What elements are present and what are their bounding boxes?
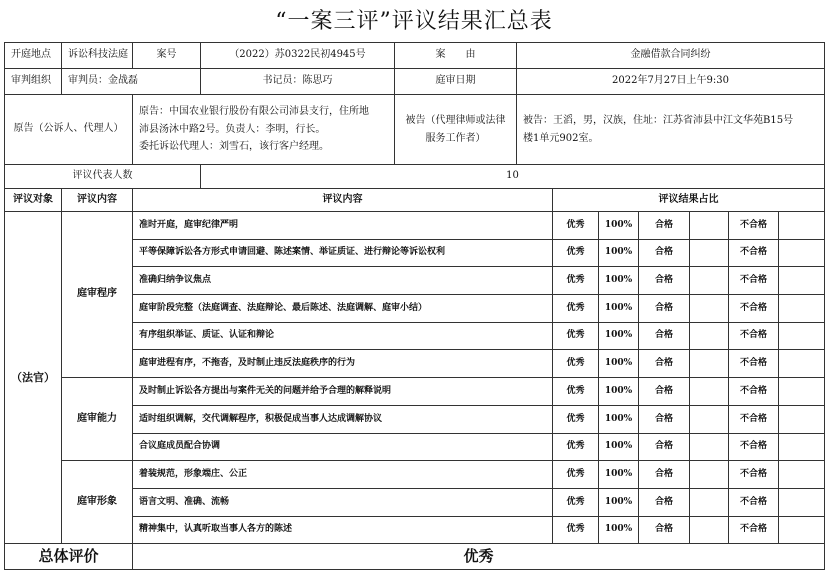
grade-fail-label: 不合格: [729, 212, 779, 240]
category-name: 庭审形象: [62, 461, 133, 544]
grade-pass-label: 合格: [639, 350, 690, 378]
grade-pass-label: 合格: [639, 322, 690, 350]
row-panel-date: [5, 69, 825, 95]
item-text: 适时组织调解，交代调解程序，积极促成当事人达成调解协议: [133, 405, 553, 433]
row-overall: [5, 544, 825, 570]
grade-fail-value: [779, 267, 825, 295]
grade-excellent-label: 优秀: [553, 212, 599, 240]
reviewer-count-label: 评议代表人数: [5, 165, 201, 189]
defendant-line: 楼1单元902室。: [523, 132, 599, 144]
grade-fail-label: 不合格: [729, 488, 779, 516]
grade-pass-value: [690, 433, 729, 461]
grade-pass-label: 合格: [639, 433, 690, 461]
cause-label: 案 由: [395, 43, 517, 69]
item-text: 准时开庭，庭审纪律严明: [133, 212, 553, 240]
grade-pass-label: 合格: [639, 488, 690, 516]
grade-pass-label: 合格: [639, 378, 690, 406]
item-text: 庭审阶段完整（法庭调查、法庭辩论、最后陈述、法庭调解、庭审小结）: [133, 295, 553, 323]
row-parties: [5, 95, 825, 165]
grade-excellent-label: 优秀: [553, 516, 599, 544]
item-text: 平等保障诉讼各方形式申请回避、陈述案情、举证质证、进行辩论等诉讼权利: [133, 239, 553, 267]
row-reviewer-count: [5, 165, 825, 189]
case-number-value: （2022）苏0322民初4945号: [201, 43, 395, 69]
grade-fail-label: 不合格: [729, 433, 779, 461]
grade-pass-value: [690, 488, 729, 516]
grade-excellent-label: 优秀: [553, 322, 599, 350]
defendant-line: 被告：王滔，男，汉族，住址：江苏省沛县中江文华苑B15号: [523, 115, 794, 126]
category-name: 庭审能力: [62, 378, 133, 461]
plaintiff-line: 委托诉讼代理人：刘雪石，该行客户经理。: [139, 141, 329, 153]
grade-excellent-label: 优秀: [553, 239, 599, 267]
court-location-value: 诉讼科技法庭: [62, 43, 133, 69]
evaluation-target: （法官）: [5, 212, 62, 544]
grade-fail-value: [779, 516, 825, 544]
grade-excellent-value: 100%: [599, 295, 639, 323]
case-number-label: 案号: [133, 43, 201, 69]
col-header-category: 评议内容: [62, 189, 133, 212]
grade-pass-value: [690, 295, 729, 323]
grade-fail-label: 不合格: [729, 405, 779, 433]
grade-fail-label: 不合格: [729, 461, 779, 489]
grade-pass-label: 合格: [639, 212, 690, 240]
panel-label: 审判组织: [5, 69, 62, 95]
category-name: 庭审程序: [62, 212, 133, 378]
grade-pass-label: 合格: [639, 267, 690, 295]
grade-excellent-label: 优秀: [553, 378, 599, 406]
plaintiff-line: 原告：中国农业银行股份有限公司沛县支行，住所地: [139, 106, 369, 118]
grade-fail-label: 不合格: [729, 322, 779, 350]
grade-excellent-value: 100%: [599, 350, 639, 378]
col-header-ratio: 评议结果占比: [553, 189, 825, 212]
cause-value: 金融借款合同纠纷: [517, 43, 825, 69]
court-location-label: 开庭地点: [5, 43, 62, 69]
grade-pass-label: 合格: [639, 405, 690, 433]
item-text: 合议庭成员配合协调: [133, 433, 553, 461]
item-text: 有序组织举证、质证、认证和辩论: [133, 322, 553, 350]
overall-label: 总体评价: [5, 544, 133, 570]
grade-fail-label: 不合格: [729, 267, 779, 295]
grade-excellent-value: 100%: [599, 488, 639, 516]
clerk-name: 书记员：陈思巧: [201, 69, 395, 95]
grade-fail-value: [779, 212, 825, 240]
grade-fail-value: [779, 405, 825, 433]
evaluation-row: [5, 461, 825, 489]
grade-excellent-value: 100%: [599, 322, 639, 350]
grade-excellent-value: 100%: [599, 433, 639, 461]
grade-fail-label: 不合格: [729, 350, 779, 378]
plaintiff-line: 沛县汤沐中路2号。负责人：李明，行长。: [139, 123, 326, 135]
evaluation-row: [5, 212, 825, 240]
grade-pass-label: 合格: [639, 239, 690, 267]
row-column-headers: [5, 189, 825, 212]
grade-pass-value: [690, 239, 729, 267]
grade-excellent-value: 100%: [599, 212, 639, 240]
item-text: 精神集中，认真听取当事人各方的陈述: [133, 516, 553, 544]
item-text: 庭审进程有序，不拖沓，及时制止违反法庭秩序的行为: [133, 350, 553, 378]
grade-fail-value: [779, 378, 825, 406]
grade-pass-label: 合格: [639, 295, 690, 323]
judge-name: 审判员：金战磊: [62, 69, 201, 95]
grade-excellent-value: 100%: [599, 516, 639, 544]
grade-excellent-label: 优秀: [553, 267, 599, 295]
trial-date-value: 2022年7月27日上午9:30: [517, 69, 825, 95]
grade-pass-label: 合格: [639, 516, 690, 544]
grade-pass-value: [690, 378, 729, 406]
grade-pass-value: [690, 212, 729, 240]
grade-excellent-label: 优秀: [553, 350, 599, 378]
grade-pass-value: [690, 516, 729, 544]
defendant-info: [517, 95, 825, 165]
evaluation-summary-table: [4, 42, 825, 570]
col-header-target: 评议对象: [5, 189, 62, 212]
page-title: “一案三评”评议结果汇总表: [275, 9, 553, 34]
reviewer-count-value: 10: [201, 165, 825, 189]
grade-fail-value: [779, 239, 825, 267]
grade-pass-value: [690, 350, 729, 378]
grade-excellent-value: 100%: [599, 461, 639, 489]
grade-pass-value: [690, 322, 729, 350]
grade-excellent-value: 100%: [599, 239, 639, 267]
grade-fail-value: [779, 488, 825, 516]
grade-fail-value: [779, 433, 825, 461]
grade-fail-value: [779, 322, 825, 350]
grade-pass-value: [690, 461, 729, 489]
grade-fail-value: [779, 461, 825, 489]
item-text: 语言文明、准确、流畅: [133, 488, 553, 516]
grade-excellent-label: 优秀: [553, 295, 599, 323]
col-header-content: 评议内容: [133, 189, 553, 212]
trial-date-label: 庭审日期: [395, 69, 517, 95]
plaintiff-info: [133, 95, 395, 165]
defendant-label: 被告（代理律师或法律 服务工作者）: [395, 95, 517, 165]
grade-excellent-label: 优秀: [553, 405, 599, 433]
evaluation-row: [5, 378, 825, 406]
grade-fail-label: 不合格: [729, 239, 779, 267]
grade-excellent-label: 优秀: [553, 461, 599, 489]
item-text: 准确归纳争议焦点: [133, 267, 553, 295]
item-text: 着装规范，形象端庄、公正: [133, 461, 553, 489]
grade-pass-label: 合格: [639, 461, 690, 489]
overall-value: 优秀: [133, 544, 825, 570]
grade-fail-label: 不合格: [729, 378, 779, 406]
grade-pass-value: [690, 405, 729, 433]
grade-fail-value: [779, 350, 825, 378]
plaintiff-label: 原告（公诉人、代理人）: [5, 95, 133, 165]
grade-excellent-label: 优秀: [553, 433, 599, 461]
grade-fail-label: 不合格: [729, 295, 779, 323]
grade-pass-value: [690, 267, 729, 295]
grade-fail-label: 不合格: [729, 516, 779, 544]
grade-fail-value: [779, 295, 825, 323]
grade-excellent-label: 优秀: [553, 488, 599, 516]
grade-excellent-value: 100%: [599, 267, 639, 295]
item-text: 及时制止诉讼各方提出与案件无关的问题并给予合理的解释说明: [133, 378, 553, 406]
grade-excellent-value: 100%: [599, 378, 639, 406]
grade-excellent-value: 100%: [599, 405, 639, 433]
row-location-case: [5, 43, 825, 69]
